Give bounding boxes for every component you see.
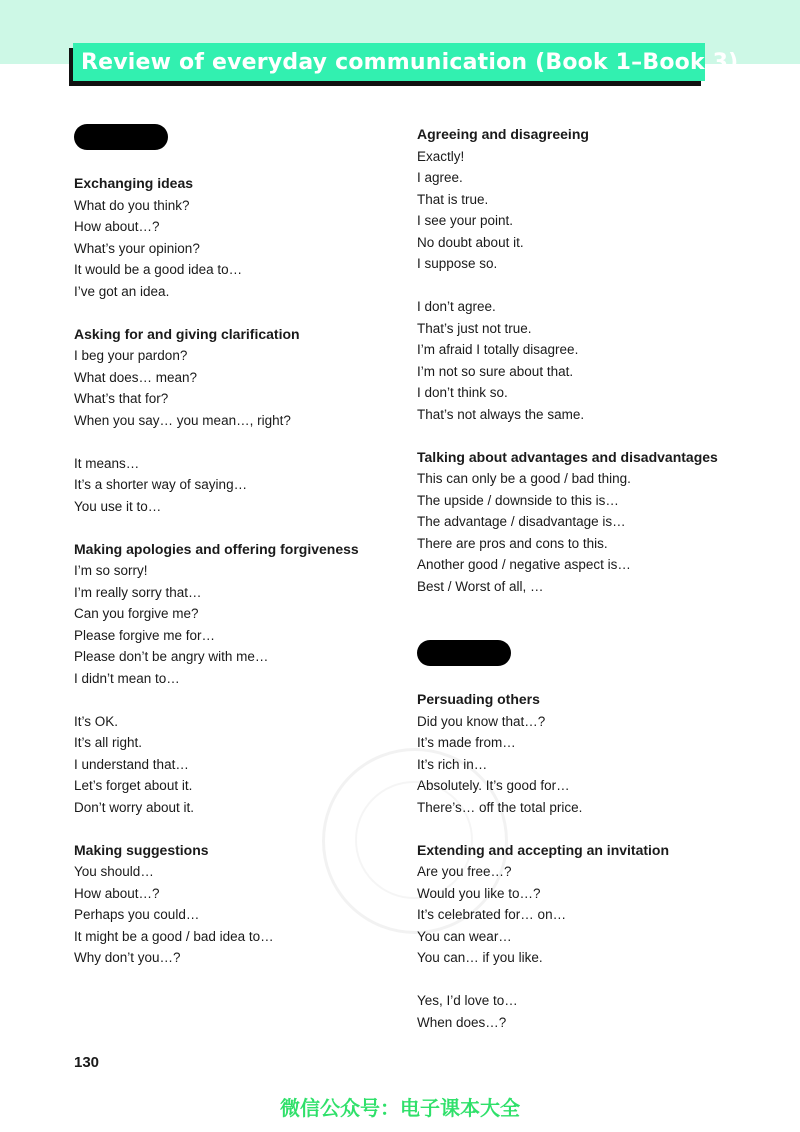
phrase-line: What does… mean? (74, 369, 198, 385)
phrase-line: Exactly! (417, 148, 465, 164)
redacted-label-pill (74, 124, 168, 150)
phrase-line: I don’t agree. (417, 299, 496, 314)
phrase-line: The advantage / disadvantage is… (417, 514, 626, 529)
phrase-section (74, 539, 394, 819)
phrase-line: I’ve got an idea. (74, 283, 170, 299)
phrase-section (417, 447, 737, 598)
title-banner (73, 43, 739, 81)
phrase-line: Please forgive me for… (74, 627, 216, 643)
phrase-line: When you say… you mean…, right? (74, 412, 291, 428)
phrase-line: I understand that… (74, 756, 189, 772)
footer-note: 微信公众号：电子课本大全 (280, 1096, 520, 1120)
phrase-line: Yes, I’d love to… (417, 993, 518, 1008)
phrase-line: Best / Worst of all, … (417, 578, 544, 594)
section-heading: Extending and accepting an invitation (417, 841, 670, 858)
phrase-line: I’m so sorry! (74, 563, 148, 578)
phrase-line: That is true. (417, 191, 489, 207)
phrase-line: You can wear… (417, 928, 512, 944)
phrase-line: Absolutely. It’s good for… (417, 778, 570, 793)
phrase-line: Can you forgive me? (74, 606, 199, 621)
phrase-line: I agree. (417, 170, 463, 185)
right-column (417, 124, 737, 1033)
phrase-line: I beg your pardon? (74, 348, 188, 363)
page-title: Review of everyday communication (Book 1–Book 3) (81, 49, 739, 75)
left-sections (74, 173, 394, 969)
phrase-section (74, 324, 394, 518)
phrase-line: I’m afraid I totally disagree. (417, 342, 579, 357)
phrase-section (417, 689, 737, 818)
right-sections-top (417, 124, 737, 597)
phrase-line: There’s… off the total price. (417, 799, 583, 815)
redacted-label-pill (417, 640, 511, 666)
phrase-line: It’s rich in… (417, 756, 488, 772)
phrase-line: I’m really sorry that… (74, 584, 202, 600)
section-heading: Making apologies and offering forgiveness (74, 540, 359, 557)
section-heading: Persuading others (417, 691, 540, 707)
phrase-line: You should… (74, 864, 154, 879)
phrase-line: There are pros and cons to this. (417, 535, 608, 551)
section-heading: Talking about advantages and disadvantages (417, 448, 718, 465)
right-sections-bottom (417, 689, 737, 1033)
phrase-line: I suppose so. (417, 256, 498, 271)
phrase-line: It’s OK. (74, 713, 119, 729)
phrase-section (74, 840, 394, 969)
phrase-line: Are you free…? (417, 864, 512, 879)
section-heading: Making suggestions (74, 841, 209, 858)
phrase-line: What’s that for? (74, 391, 169, 406)
phrase-line: This can only be a good / bad thing. (417, 471, 631, 486)
phrase-line: It’s a shorter way of saying… (74, 477, 248, 492)
phrase-line: That’s not always the same. (417, 406, 585, 422)
phrase-line: Let’s forget about it. (74, 778, 193, 793)
section-heading: Asking for and giving clarification (74, 325, 300, 342)
phrase-line: Did you know that…? (417, 713, 546, 729)
phrase-line: When does…? (417, 1014, 507, 1030)
phrase-section (74, 173, 394, 302)
section-heading: Exchanging ideas (74, 175, 194, 191)
phrase-line: What’s your opinion? (74, 240, 200, 256)
phrase-line: How about…? (74, 219, 160, 234)
phrase-line: How about…? (74, 885, 160, 901)
phrase-line: What do you think? (74, 197, 190, 213)
phrase-line: You can… if you like. (417, 950, 543, 965)
phrase-line: Don’t worry about it. (74, 799, 195, 815)
phrase-line: It’s made from… (417, 735, 516, 750)
phrase-line: It’s all right. (74, 735, 143, 750)
phrase-line: You use it to… (74, 498, 162, 514)
phrase-section (417, 124, 737, 425)
phrase-line: Another good / negative aspect is… (417, 557, 631, 572)
phrase-line: It would be a good idea to… (74, 262, 243, 277)
phrase-section (417, 840, 737, 1034)
phrase-line: I’m not so sure about that. (417, 363, 574, 379)
phrase-line: I don’t think so. (417, 385, 508, 400)
phrase-line: It might be a good / bad idea to… (74, 928, 274, 944)
phrase-line: Perhaps you could… (74, 907, 200, 922)
phrase-line: That’s just not true. (417, 320, 532, 336)
phrase-line: I see your point. (417, 213, 514, 228)
phrase-line: No doubt about it. (417, 234, 524, 250)
phrase-line: It’s celebrated for… on… (417, 907, 567, 922)
left-column (74, 124, 394, 969)
phrase-line: Why don’t you…? (74, 950, 181, 965)
phrase-line: The upside / downside to this is… (417, 492, 619, 508)
phrase-line: Would you like to…? (417, 885, 541, 901)
phrase-line: I didn’t mean to… (74, 670, 180, 686)
phrase-line: Please don’t be angry with me… (74, 649, 269, 664)
section-heading: Agreeing and disagreeing (417, 126, 589, 142)
page-number: 130 (74, 1054, 100, 1071)
phrase-line: It means… (74, 455, 140, 471)
